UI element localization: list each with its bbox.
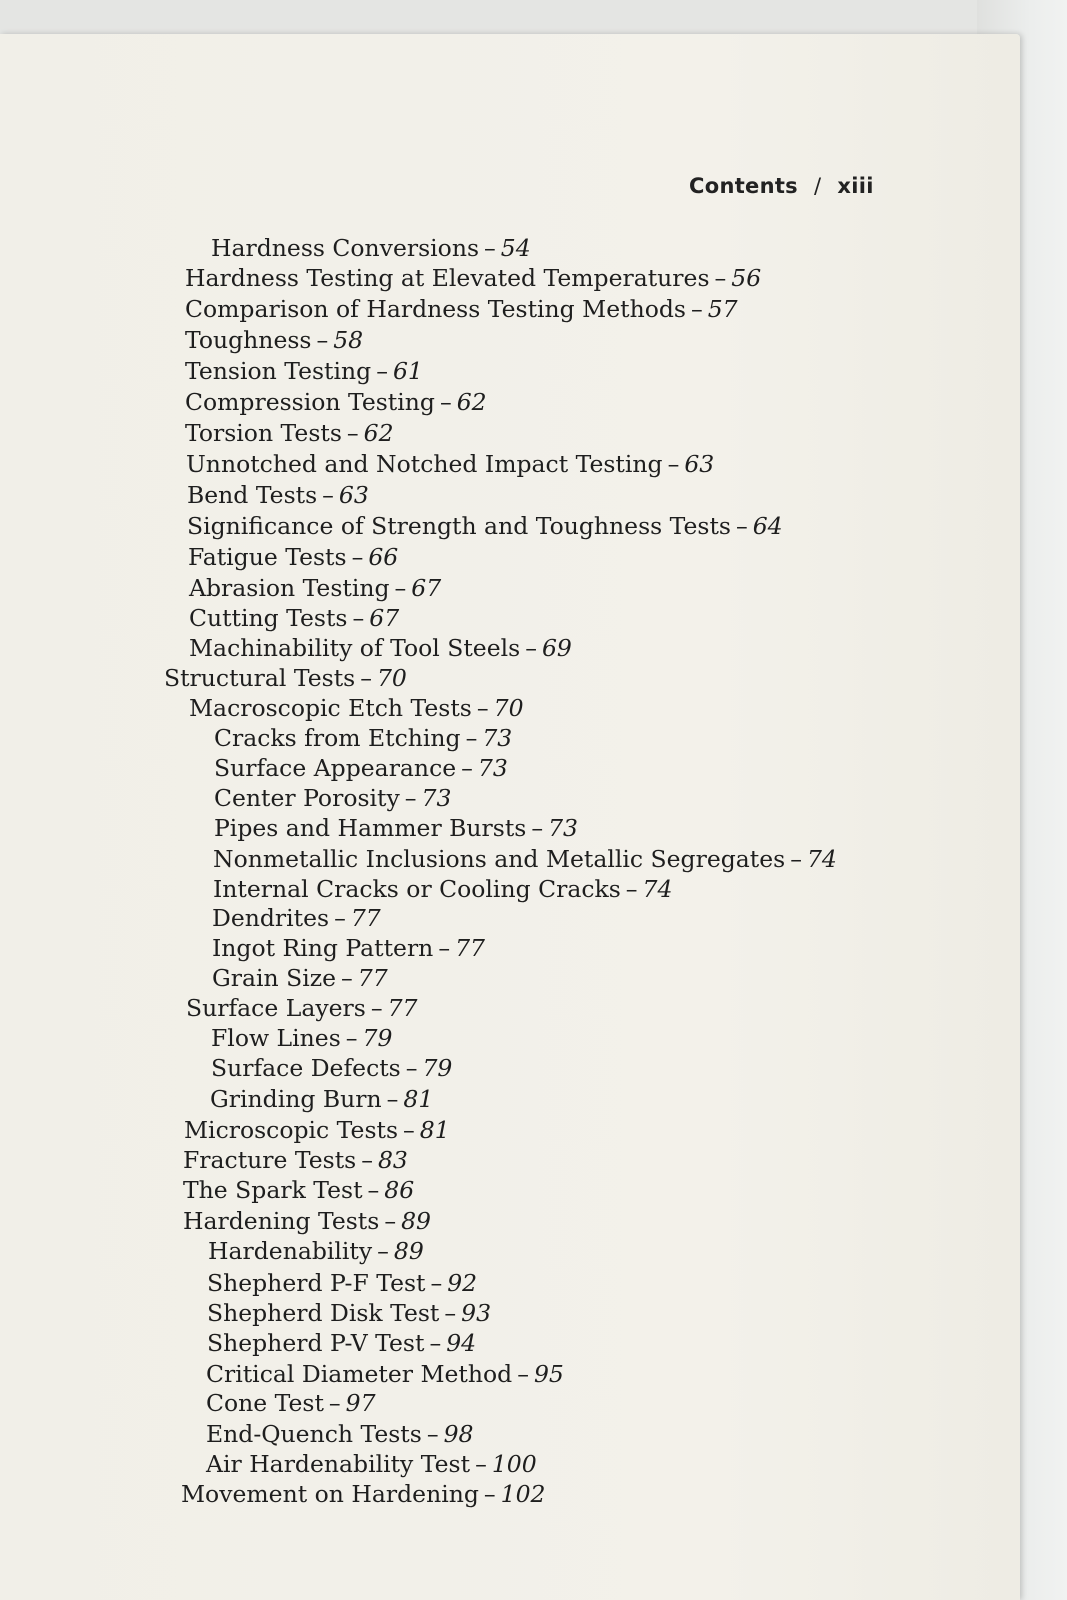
toc-entry-dash: – [439, 388, 452, 416]
toc-entry-title: Toughness [185, 326, 312, 354]
toc-entry-dash: – [361, 1146, 373, 1174]
toc-entry [164, 664, 407, 692]
toc-entry-page: 73 [482, 724, 513, 752]
toc-entry-dash: – [790, 845, 802, 873]
toc-entry-dash: – [531, 814, 544, 842]
toc-entry-page: 73 [421, 784, 452, 812]
toc-entry-title: Cutting Tests [189, 604, 348, 632]
toc-entry [206, 1420, 473, 1448]
toc-entry [210, 1085, 433, 1113]
toc-entry-title: Surface Layers [186, 994, 366, 1022]
toc-entry [212, 964, 388, 992]
toc-entry-dash: – [405, 1054, 418, 1082]
toc-entry-dash: – [352, 604, 365, 632]
toc-entry-dash: – [341, 964, 353, 992]
toc-entry-page: 100 [491, 1450, 537, 1478]
toc-entry-dash: – [376, 357, 388, 385]
toc-entry-dash: – [377, 1237, 389, 1265]
toc-entry-page: 77 [350, 904, 381, 932]
toc-entry-dash: – [370, 994, 383, 1022]
toc-entry-title: Grinding Burn [210, 1085, 382, 1113]
toc-entry-title: Fatigue Tests [188, 543, 347, 571]
toc-entry [184, 1116, 450, 1144]
toc-entry-dash: – [346, 419, 359, 447]
toc-entry-dash: – [667, 450, 680, 478]
toc-entry-dash: – [438, 934, 451, 962]
toc-entry [187, 512, 783, 540]
toc-entry-title: Movement on Hardening [181, 1480, 479, 1508]
toc-entry-dash: – [483, 1480, 496, 1508]
toc-entry [214, 784, 451, 812]
toc-entry-page: 70 [493, 694, 524, 722]
toc-entry [206, 1389, 376, 1417]
toc-entry-page: 56 [731, 264, 762, 292]
toc-entry-page: 62 [363, 419, 394, 447]
header-section: Contents [689, 174, 798, 198]
toc-entry-page: 62 [456, 388, 487, 416]
toc-entry-dash: – [484, 234, 496, 262]
toc-entry [207, 1299, 491, 1327]
toc-entry-dash: – [322, 481, 334, 509]
toc-entry-dash: – [517, 1360, 529, 1388]
toc-entry-page: 63 [684, 450, 715, 478]
toc-entry-dash: – [403, 1116, 415, 1144]
toc-entry-dash: – [444, 1299, 457, 1327]
toc-entry-page: 97 [345, 1389, 376, 1417]
toc-entry-dash: – [345, 1024, 358, 1052]
toc-entry-title: Air Hardenability Test [206, 1450, 471, 1478]
toc-entry-title: Grain Size [212, 964, 337, 992]
toc-entry [183, 1176, 414, 1204]
toc-entry-title: Shepherd P-V Test [207, 1329, 425, 1357]
toc-entry-page: 77 [455, 934, 485, 962]
toc-entry-page: 69 [541, 634, 572, 662]
toc-entry-title: The Spark Test [183, 1176, 363, 1204]
toc-entry [186, 994, 417, 1022]
toc-entry-page: 67 [411, 574, 442, 602]
toc-entry [188, 543, 398, 571]
toc-entry-page: 77 [357, 964, 388, 992]
toc-entry-dash: – [386, 1085, 399, 1113]
toc-entry-title: Fracture Tests [183, 1146, 357, 1174]
book-page [0, 34, 1020, 1600]
toc-entry-title: Tension Testing [185, 357, 372, 385]
toc-entry-dash: – [328, 1389, 341, 1417]
toc-entry-page: 66 [368, 543, 399, 571]
toc-entry-title: Surface Appearance [214, 754, 457, 782]
toc-entry [214, 724, 512, 752]
toc-entry [187, 481, 369, 509]
toc-entry-title: Abrasion Testing [189, 574, 390, 602]
header-page-number: xiii [837, 174, 874, 198]
toc-entry-page: 63 [338, 481, 369, 509]
toc-entry-page: 79 [422, 1054, 453, 1082]
toc-entry [211, 234, 531, 262]
toc-entry-title: Bend Tests [187, 481, 318, 509]
toc-entry-page: 73 [477, 754, 508, 782]
toc-entry-page: 70 [376, 664, 407, 692]
header-separator: / [813, 174, 822, 198]
toc-entry [189, 574, 441, 602]
toc-entry-page: 57 [707, 295, 738, 323]
toc-entry-dash: – [476, 694, 489, 722]
toc-entry-page: 77 [387, 994, 418, 1022]
toc-entry-title: Macroscopic Etch Tests [189, 694, 472, 722]
toc-entry [185, 295, 738, 323]
toc-entry-page: 83 [377, 1146, 408, 1174]
toc-entry [185, 388, 487, 416]
toc-entry-page: 64 [752, 512, 783, 540]
toc-entry [183, 1146, 408, 1174]
toc-entry [185, 326, 363, 354]
toc-entry-page: 74 [806, 845, 837, 873]
toc-entry-dash: – [351, 543, 364, 571]
toc-entry [181, 1480, 546, 1508]
toc-entry-page: 86 [384, 1176, 415, 1204]
toc-entry-dash: – [404, 784, 417, 812]
toc-entry [206, 1450, 537, 1478]
toc-entry-page: 54 [500, 234, 531, 262]
toc-entry-title: Machinability of Tool Steels [189, 634, 521, 662]
toc-entry-title: Significance of Strength and Toughness Tests [187, 512, 731, 540]
toc-entry-page: 58 [333, 326, 364, 354]
toc-entry-title: Hardenability [208, 1237, 373, 1265]
toc-entry-title: Pipes and Hammer Bursts [214, 814, 527, 842]
toc-entry [189, 604, 399, 632]
toc-entry-dash: – [367, 1176, 380, 1204]
toc-entry [211, 1024, 392, 1052]
toc-entry-page: 73 [548, 814, 579, 842]
toc-entry-dash: – [334, 904, 346, 932]
toc-entry-page: 94 [446, 1329, 477, 1357]
toc-entry-title: Comparison of Hardness Testing Methods [185, 295, 686, 323]
toc-entry-page: 74 [642, 875, 673, 903]
toc-entry [214, 814, 578, 842]
toc-entry-page: 67 [369, 604, 400, 632]
toc-entry [208, 1237, 424, 1265]
toc-entry-page: 98 [443, 1420, 474, 1448]
toc-entry-title: Surface Defects [211, 1054, 401, 1082]
toc-entry-page: 81 [419, 1116, 450, 1144]
toc-entry [213, 875, 672, 903]
toc-entry-title: Microscopic Tests [184, 1116, 399, 1144]
toc-entry-title: Torsion Tests [185, 419, 342, 447]
toc-entry-title: Flow Lines [211, 1024, 341, 1052]
toc-entry-page: 95 [533, 1360, 564, 1388]
toc-entry-dash: – [394, 574, 407, 602]
toc-entry-dash: – [735, 512, 748, 540]
toc-entry-title: Critical Diameter Method [206, 1360, 513, 1388]
toc-entry-dash: – [690, 295, 703, 323]
toc-entry-dash: – [426, 1420, 439, 1448]
toc-entry-page: 92 [447, 1269, 478, 1297]
toc-entry [214, 754, 508, 782]
toc-entry [212, 904, 381, 932]
toc-entry-title: Shepherd P-F Test [207, 1269, 426, 1297]
toc-entry [189, 694, 524, 722]
toc-entry-title: Hardening Tests [183, 1207, 380, 1235]
toc-entry [212, 934, 485, 962]
toc-entry-title: Cracks from Etching [214, 724, 461, 752]
toc-entry-title: Hardness Testing at Elevated Temperatures [185, 264, 710, 292]
toc-entry-dash: – [625, 875, 638, 903]
toc-entry-dash: – [430, 1269, 443, 1297]
toc-entry [211, 1054, 452, 1082]
toc-entry-dash: – [714, 264, 727, 292]
toc-entry-dash: – [384, 1207, 397, 1235]
toc-entry-title: Compression Testing [185, 388, 435, 416]
toc-entry-title: Unnotched and Notched Impact Testing [186, 450, 663, 478]
toc-entry-title: Cone Test [206, 1389, 324, 1417]
toc-entry-dash: – [475, 1450, 487, 1478]
toc-entry-title: Nonmetallic Inclusions and Metallic Segregates [213, 845, 786, 873]
toc-entry-page: 61 [392, 357, 423, 385]
toc-entry-title: Center Porosity [214, 784, 400, 812]
toc-entry [183, 1207, 431, 1235]
toc-entry [186, 450, 714, 478]
running-header [689, 174, 874, 198]
toc-entry-dash: – [429, 1329, 442, 1357]
toc-entry-dash: – [360, 664, 372, 692]
toc-entry [185, 419, 394, 447]
toc-entry-title: Internal Cracks or Cooling Cracks [213, 875, 621, 903]
toc-entry-page: 79 [362, 1024, 393, 1052]
toc-entry [206, 1360, 564, 1388]
toc-entry-title: Structural Tests [164, 664, 356, 692]
toc-entry-title: Hardness Conversions [211, 234, 480, 262]
toc-entry-dash: – [461, 754, 473, 782]
toc-entry-page: 81 [403, 1085, 434, 1113]
toc-entry-page: 89 [401, 1207, 431, 1235]
toc-entry-title: Dendrites [212, 904, 330, 932]
toc-entry [213, 845, 837, 873]
toc-entry [207, 1329, 476, 1357]
toc-entry-page: 89 [393, 1237, 424, 1265]
toc-entry-dash: – [465, 724, 478, 752]
toc-entry [207, 1269, 477, 1297]
toc-entry [185, 264, 761, 292]
toc-entry-dash: – [316, 326, 329, 354]
toc-entry [189, 634, 572, 662]
toc-entry-dash: – [525, 634, 537, 662]
toc-entry-page: 93 [461, 1299, 492, 1327]
toc-entry-title: Shepherd Disk Test [207, 1299, 440, 1327]
toc-entry-title: Ingot Ring Pattern [212, 934, 434, 962]
toc-entry-page: 102 [500, 1480, 546, 1508]
toc-entry-title: End-Quench Tests [206, 1420, 422, 1448]
toc-entry [185, 357, 423, 385]
